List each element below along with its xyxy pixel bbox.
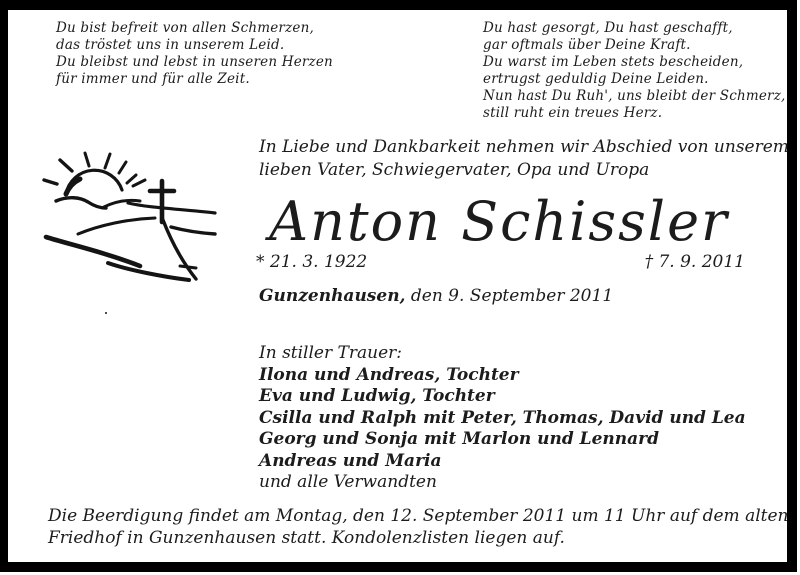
verse-line: ertrugst geduldig Deine Leiden. — [483, 71, 709, 87]
intro-line: In Liebe und Dankbarkeit nehmen wir Abschied von unserem — [259, 137, 789, 157]
hills — [46, 198, 215, 314]
memorial-verse-right — [483, 20, 786, 122]
mourning-closing: und alle Verwandten — [259, 472, 437, 492]
city-date-line — [259, 286, 613, 306]
sunrise-cross-artwork — [28, 137, 250, 319]
mourning-section — [259, 343, 746, 494]
sunrise-cross-drawing — [28, 137, 250, 319]
mourner-line: Eva und Ludwig, Tochter — [259, 386, 495, 406]
mourner-line: Csilla und Ralph mit Peter, Thomas, David und Lea — [259, 407, 746, 428]
memorial-verse-left — [56, 20, 333, 88]
birth-date: * 21. 3. 1922 — [256, 252, 368, 272]
funeral-line: Die Beerdigung findet am Montag, den 12. September 2011 um 11 Uhr auf dem alten — [48, 506, 789, 526]
verse-line: Nun hast Du Ruh', uns bleibt der Schmerz, — [483, 88, 786, 104]
mourner-line: Andreas und Maria — [259, 450, 442, 471]
life-dates — [256, 252, 745, 272]
verse-line: das tröstet uns in unserem Leid. — [56, 37, 285, 53]
mourning-heading: In stiller Trauer: — [259, 343, 402, 363]
funeral-line: Friedhof in Gunzenhausen statt. Kondolenzlisten liegen auf. — [48, 527, 565, 548]
verse-line: gar oftmals über Deine Kraft. — [483, 37, 691, 53]
verse-line: für immer und für alle Zeit. — [56, 71, 250, 87]
verse-line: Du bleibst und lebst in unseren Herzen — [56, 54, 333, 70]
sun-icon — [44, 153, 145, 194]
city-name: Gunzenhausen, — [259, 286, 406, 306]
funeral-info — [48, 506, 788, 549]
mourner-line: Georg und Sonja mit Marlon und Lennard — [259, 429, 659, 449]
date-text: den 9. September 2011 — [405, 286, 614, 306]
mourner-line: Ilona und Andreas, Tochter — [259, 364, 519, 385]
intro-line: lieben Vater, Schwiegervater, Opa und Uropa — [259, 159, 650, 180]
verse-line: still ruht ein treues Herz. — [483, 105, 663, 121]
death-date: † 7. 9. 2011 — [644, 252, 745, 272]
deceased-name: Anton Schissler — [269, 190, 729, 253]
verse-line: Du warst im Leben stets bescheiden, — [483, 54, 744, 70]
verse-line: Du bist befreit von allen Schmerzen, — [56, 20, 314, 36]
verse-line: Du hast gesorgt, Du hast geschafft, — [483, 20, 733, 36]
intro-text — [259, 136, 789, 181]
